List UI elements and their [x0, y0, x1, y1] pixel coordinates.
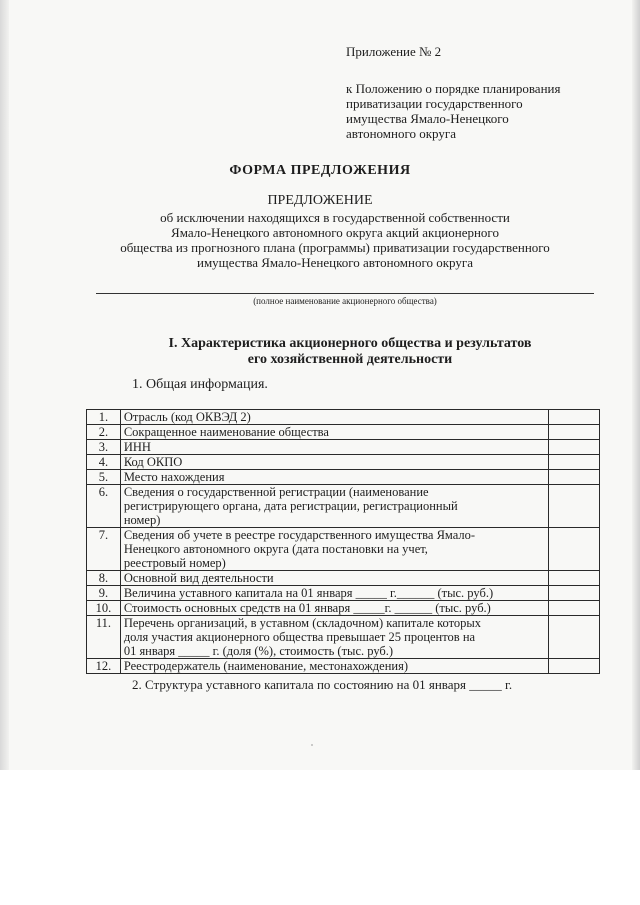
row-label-line: номер): [123, 513, 161, 527]
row-label: [120, 470, 548, 485]
table-row: [87, 455, 600, 470]
general-info-label: 1. Общая информация.: [132, 377, 268, 392]
scan-right-edge: [632, 0, 640, 770]
subject-line: Ямало-Ненецкого автономного округа акций акционерного: [171, 225, 499, 240]
table-row: [87, 659, 600, 674]
row-label: [120, 410, 548, 425]
scan-left-edge: [0, 0, 9, 770]
table-row: [87, 616, 600, 659]
row-label-line: Реестродержатель (наименование, местонахождения): [123, 659, 409, 673]
row-value-cell[interactable]: [548, 470, 599, 485]
section-1-heading: [80, 336, 620, 368]
regulation-line: к Положению о порядке планирования: [346, 81, 561, 96]
row-value-cell[interactable]: [548, 601, 599, 616]
row-label: [120, 455, 548, 470]
row-value-cell[interactable]: [548, 485, 599, 528]
table-row: [87, 470, 600, 485]
row-value-cell[interactable]: [548, 586, 599, 601]
row-value-cell[interactable]: [548, 616, 599, 659]
row-number: 5.: [87, 470, 121, 485]
row-label-line: Место нахождения: [123, 470, 225, 484]
row-value-cell[interactable]: [548, 425, 599, 440]
row-label-line: Сведения об учете в реестре государственного имущества Ямало-: [123, 528, 476, 542]
row-number: 3.: [87, 440, 121, 455]
regulation-line: автономного округа: [346, 126, 456, 141]
section-heading-line: его хозяйственной деятельности: [247, 352, 453, 367]
table-row: [87, 410, 600, 425]
subject-line: об исключении находящихся в государственной собственности: [160, 210, 510, 225]
row-label-line: Сведения о государственной регистрации (наименование: [123, 485, 429, 499]
row-number: 4.: [87, 455, 121, 470]
row-label-line: Ненецкого автономного округа (дата постановки на учет,: [123, 542, 428, 556]
appendix-label: Приложение № 2: [346, 44, 442, 59]
row-number: 7.: [87, 528, 121, 571]
row-number: 2.: [87, 425, 121, 440]
row-number: 12.: [87, 659, 121, 674]
capital-structure-label: 2. Структура уставного капитала по состоянию на 01 января _____ г.: [132, 677, 513, 692]
row-number: 8.: [87, 571, 121, 586]
table-row: [87, 571, 600, 586]
regulation-reference: [346, 81, 560, 141]
row-label-line: ИНН: [123, 440, 151, 454]
form-title: ФОРМА ПРЕДЛОЖЕНИЯ: [229, 163, 411, 178]
row-number: 9.: [87, 586, 121, 601]
table-row: [87, 425, 600, 440]
row-value-cell[interactable]: [548, 410, 599, 425]
row-label: [120, 601, 548, 616]
table-row: [87, 601, 600, 616]
row-label-line: регистрирующего органа, дата регистрации, регистрационный: [123, 499, 458, 513]
row-label-line: Перечень организаций, в уставном (складочном) капитале которых: [123, 616, 482, 630]
row-label: [120, 659, 548, 674]
section-heading-line: I. Характеристика акционерного общества и результатов: [168, 336, 532, 351]
row-number: 6.: [87, 485, 121, 528]
row-label: [120, 440, 548, 455]
general-info-table: [86, 409, 600, 674]
row-number: 10.: [87, 601, 121, 616]
row-number: 11.: [87, 616, 121, 659]
scan-speck: [311, 744, 313, 746]
row-value-cell[interactable]: [548, 528, 599, 571]
row-value-cell[interactable]: [548, 659, 599, 674]
row-label: [120, 485, 548, 528]
table-row: [87, 440, 600, 455]
row-number: 1.: [87, 410, 121, 425]
row-value-cell[interactable]: [548, 571, 599, 586]
row-label-line: Код ОКПО: [123, 455, 183, 469]
row-label-line: Отрасль (код ОКВЭД 2): [123, 410, 251, 424]
row-label: [120, 571, 548, 586]
row-label-line: 01 января _____ г. (доля (%), стоимость (тыс. руб.): [123, 644, 394, 658]
company-name-caption: (полное наименование акционерного общества): [253, 296, 437, 306]
proposal-heading: ПРЕДЛОЖЕНИЕ: [267, 193, 373, 208]
table-row: [87, 528, 600, 571]
row-label-line: реестровый номер): [123, 556, 226, 570]
row-value-cell[interactable]: [548, 440, 599, 455]
row-label-line: Стоимость основных средств на 01 января _____г. ______ (тыс. руб.): [123, 601, 491, 615]
row-label-line: Величина уставного капитала на 01 января _____ г.______ (тыс. руб.): [123, 586, 494, 600]
regulation-line: имущества Ямало-Ненецкого: [346, 111, 509, 126]
table-row: [87, 485, 600, 528]
company-name-field[interactable]: [96, 293, 594, 294]
row-label-line: доля участия акционерного общества превышает 25 процентов на: [123, 630, 476, 644]
regulation-line: приватизации государственного: [346, 96, 523, 111]
subject-line: общества из прогнозного плана (программы) приватизации государственного: [120, 240, 550, 255]
subject-line: имущества Ямало-Ненецкого автономного округа: [197, 255, 473, 270]
table-row: [87, 586, 600, 601]
row-label: [120, 528, 548, 571]
row-label-line: Сокращенное наименование общества: [123, 425, 329, 439]
row-value-cell[interactable]: [548, 455, 599, 470]
row-label: [120, 425, 548, 440]
proposal-subject: [80, 210, 590, 270]
row-label: [120, 586, 548, 601]
row-label-line: Основной вид деятельности: [123, 571, 274, 585]
row-label: [120, 616, 548, 659]
